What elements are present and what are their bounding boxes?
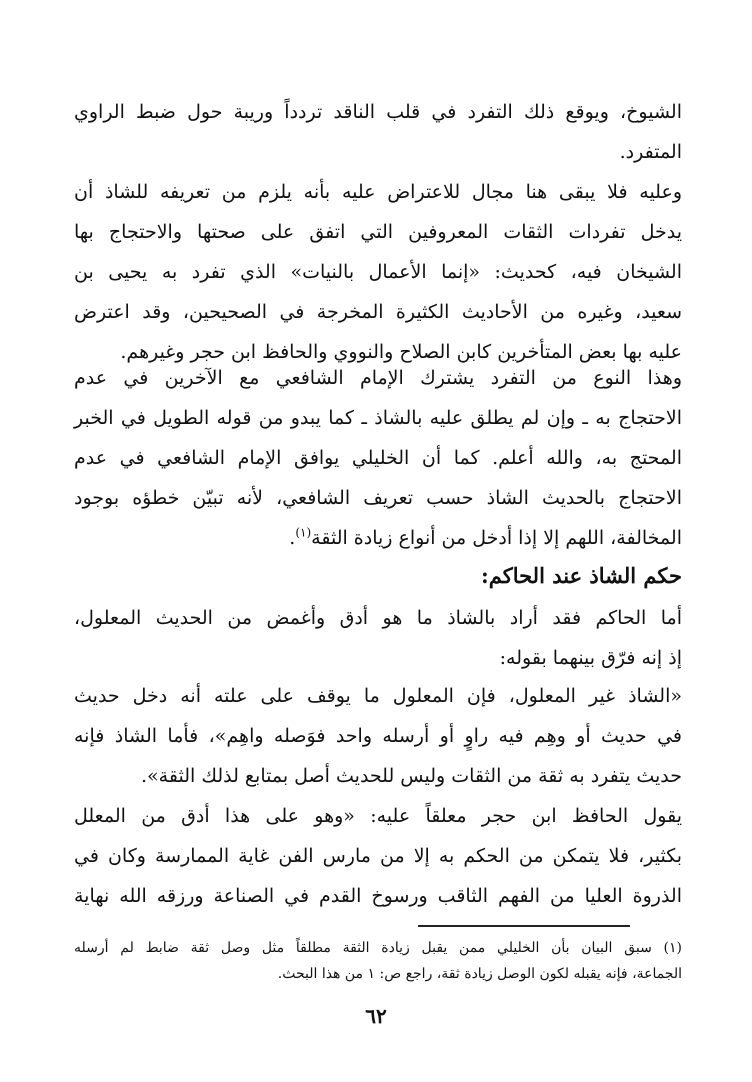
body-line: الشيخان فيه، كحديث: «إنما الأعمال بالنيات» الذي تفرد به يحيى بن	[74, 261, 682, 283]
footnote-reference: (١)	[295, 525, 312, 540]
paragraph-2	[74, 172, 682, 372]
body-line: المحتج به، والله أعلم. كما أن الخليلي يوافق الإمام الشافعي في عدم	[74, 447, 682, 469]
body-line: سعيد، وغيره من الأحاديث الكثيرة المخرجة في الصحيحين، وقد اعترض	[74, 301, 682, 323]
body-line: «الشاذ غير المعلول، فإن المعلول ما يوقف على علته أنه دخل حديث	[74, 685, 682, 707]
footnote-line: الجماعة، فإنه يقبله لكون الوصل زيادة ثقة، راجع ص: ١ من هذا البحث.	[277, 966, 682, 982]
body-line-with-footnote	[74, 518, 682, 558]
body-line: يقول الحافظ ابن حجر معلقاً عليه: «وهو على هذا أدق من المعلل	[74, 805, 682, 827]
body-line: يدخل تفردات الثقات المعروفين التي اتفق على صحتها والاحتجاج بها	[74, 221, 682, 243]
body-line: أما الحاكم فقد أراد بالشاذ ما هو أدق وأغمض من الحديث المعلول،	[74, 607, 682, 629]
section-heading	[74, 556, 682, 596]
quotation-paragraph	[74, 676, 682, 796]
body-line: وعليه فلا يبقى هنا مجال للاعتراض عليه بأنه يلزم من تعريفه للشاذ أن	[74, 181, 682, 203]
body-line: الاحتجاج بالحديث الشاذ حسب تعريف الشافعي، لأنه تبيّن خطؤه بوجود	[74, 487, 682, 509]
footnote	[74, 935, 682, 987]
paragraph-3	[74, 358, 682, 558]
body-line: إذ إنه فرّق بينهما بقوله:	[499, 647, 682, 669]
body-line: المتفرد.	[619, 141, 682, 163]
footnote-line: (١) سبق البيان بأن الخليلي ممن يقبل زيادة الثقة مطلقاً مثل وصل ثقة ضابط لم أرسله	[74, 940, 682, 956]
body-line: الذروة العليا من الفهم الثاقب ورسوخ القدم في الصناعة ورزقه الله نهاية	[74, 885, 682, 907]
body-line: الاحتجاج به ـ وإن لم يطلق عليه بالشاذ ـ كما يبدو من قوله الطويل في الخبر	[74, 407, 682, 429]
body-line: الشيوخ، ويوقع ذلك التفرد في قلب الناقد تردداً وريبة حول ضبط الراوي	[74, 101, 682, 123]
body-line: في حديث أو وهِم فيه راوٍ أو أرسله واحد فوَصله واهِم»، فأما الشاذ فإنه	[74, 725, 682, 747]
page-number: ٦٢	[365, 1004, 387, 1028]
body-line: عليه بها بعض المتأخرين كابن الصلاح والنووي والحافظ ابن حجر وغيرهم.	[120, 341, 682, 363]
paragraph-1	[74, 92, 682, 172]
sentence-end-period: .	[289, 527, 296, 549]
body-line: حديث يتفرد به ثقة من الثقات وليس للحديث أصل بمتابع لذلك الثقة».	[141, 765, 682, 787]
footnote-divider	[418, 925, 630, 927]
heading-text: حكم الشاذ عند الحاكم:	[480, 563, 682, 588]
body-line: وهذا النوع من التفرد يشترك الإمام الشافعي مع الآخرين في عدم	[74, 367, 682, 389]
body-line: بكثير، فلا يتمكن من الحكم به إلا من مارس الفن غاية الممارسة وكان في	[74, 845, 682, 867]
paragraph-5	[74, 796, 682, 916]
body-line-text: المخالفة، اللهم إلا إذا أدخل من أنواع زيادة الثقة	[311, 527, 682, 549]
paragraph-4	[74, 598, 682, 678]
